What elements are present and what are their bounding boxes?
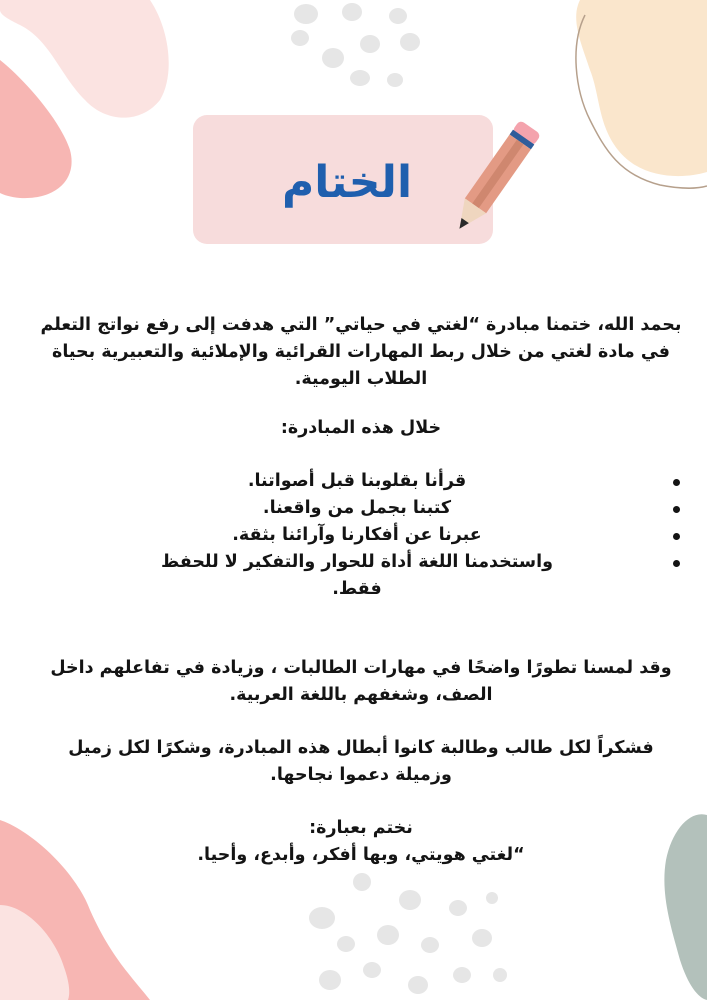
dots-bottom	[309, 873, 507, 994]
thanks-paragraph: فشكراً لكل طالب وطالبة كانوا أبطال هذه المبادرة، وشكرًا لكل زميل وزميلة دعموا نجاحها.	[68, 738, 654, 785]
list-item: واستخدمنا اللغة أداة للحوار والتفكير لا للحفظ فقط.	[40, 549, 682, 603]
blob-top-right	[576, 0, 707, 176]
page-title: الختام	[281, 156, 413, 208]
blob-top-left-main	[0, 60, 72, 198]
pencil-icon	[440, 108, 550, 248]
lead-text: خلال هذه المبادرة:	[280, 418, 442, 438]
progress-paragraph: وقد لمسنا تطورًا واضحًا في مهارات الطالبات ، وزيادة في تفاعلهم داخل الصف، وشغفهم باللغة العربية.	[50, 658, 672, 705]
list-item: قرأنا بقلوبنا قبل أصواتنا.	[40, 468, 682, 495]
list-item: كتبنا بجمل من واقعنا.	[40, 495, 682, 522]
dots-top	[291, 3, 420, 87]
bullet-dot-icon	[673, 560, 680, 567]
list-item: عبرنا عن أفكارنا وآرائنا بثقة.	[40, 522, 682, 549]
bullet-list	[40, 468, 682, 603]
content	[40, 312, 682, 869]
bullet-dot-icon	[673, 506, 680, 513]
closing-lead: نختم بعبارة:	[309, 818, 413, 838]
closing-quote: “لغتي هويتي، وبها أفكر، وأبدع، وأحيا.	[197, 845, 525, 865]
intro-paragraph: بحمد الله، ختمنا مبادرة “لغتي في حياتي” التي هدفت إلى رفع نواتج التعلم في مادة لغتي من خلال ربط المهارات القرائية والإملائية والتعبيرية بحياة الطلاب اليومية.	[40, 315, 682, 389]
bullet-dot-icon	[673, 479, 680, 486]
bullet-dot-icon	[673, 533, 680, 540]
